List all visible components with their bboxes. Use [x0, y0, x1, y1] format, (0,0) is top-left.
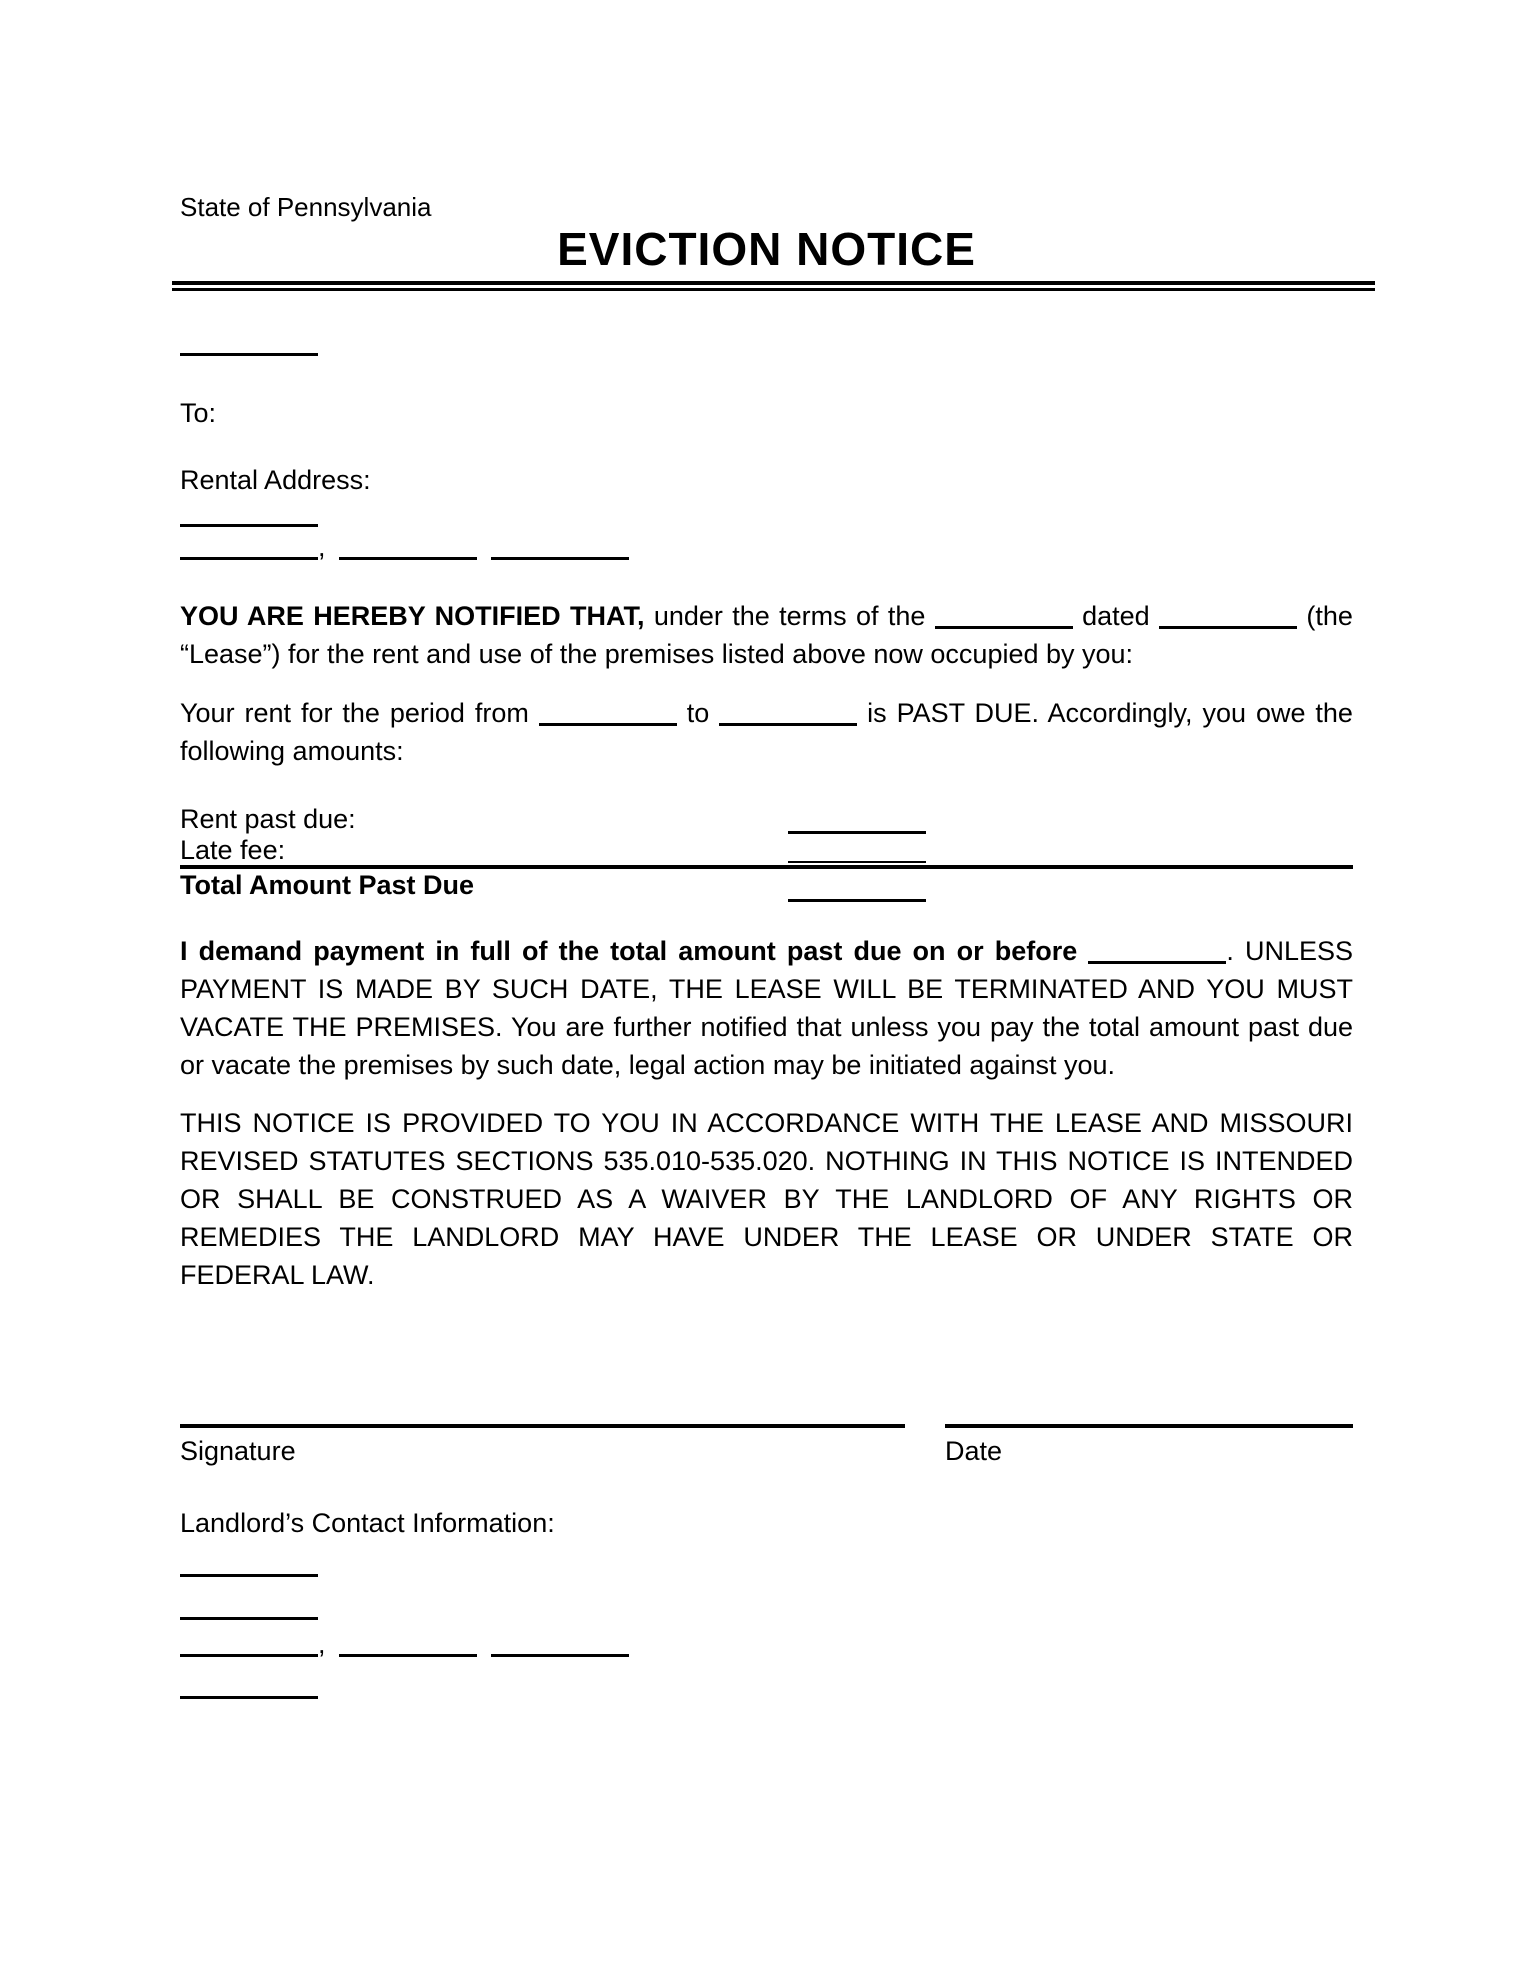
- lease-date-blank[interactable]: [1159, 604, 1297, 629]
- lease-clause-text-2: (the “Lease”) for the rent and use of the premises listed above now occupied by you:: [180, 601, 1353, 669]
- date-line-blank[interactable]: [945, 1424, 1353, 1428]
- rent-past-due-label: Rent past due:: [180, 804, 356, 834]
- landlord-city-blank[interactable]: [180, 1632, 318, 1657]
- signature-column: [180, 1424, 905, 1466]
- landlord-csz-comma: ,: [318, 1629, 326, 1659]
- landlord-city-state-zip-row: [180, 1630, 1353, 1658]
- period-from-blank[interactable]: [539, 701, 677, 726]
- demand-clause-tail: . UNLESS PAYMENT IS MADE BY SUCH DATE, THE LEASE WILL BE TERMINATED AND YOU MUST VACATE THE PREMISES. You are further notified that unless you pay the total amount past due or vacate the premises by such date, legal action may be initiated against you.: [180, 936, 1353, 1080]
- city-blank[interactable]: [180, 535, 318, 560]
- landlord-contact-label: Landlord’s Contact Information:: [180, 1508, 555, 1538]
- title-divider-rule: [172, 281, 1375, 291]
- lease-notification-paragraph: [180, 597, 1353, 673]
- state-label: State of Pennsylvania: [180, 192, 432, 222]
- rent-past-due-row: [180, 804, 1353, 837]
- street-address-blank[interactable]: [180, 498, 318, 527]
- late-fee-amount-blank[interactable]: [788, 861, 926, 863]
- state-blank[interactable]: [339, 535, 477, 560]
- signature-label: Signature: [180, 1436, 296, 1466]
- notified-bold-text: YOU ARE HEREBY NOTIFIED THAT,: [180, 601, 645, 631]
- landlord-zip-blank[interactable]: [491, 1632, 629, 1657]
- notice-date-blank[interactable]: [180, 327, 318, 356]
- page-title: EVICTION NOTICE: [557, 223, 976, 275]
- signature-line-blank[interactable]: [180, 1424, 905, 1428]
- rent-clause-lead: Your rent for the period from: [180, 698, 529, 728]
- date-column: [945, 1424, 1353, 1466]
- late-fee-label: Late fee:: [180, 835, 286, 865]
- to-label: To:: [180, 398, 217, 428]
- payment-deadline-blank[interactable]: [1088, 939, 1226, 964]
- demand-bold-text: I demand payment in full of the total amount past due on or before: [180, 936, 1078, 966]
- city-state-zip-row: [180, 533, 1353, 561]
- total-amount-row: [180, 869, 1353, 905]
- zip-blank[interactable]: [491, 535, 629, 560]
- rent-clause-to: to: [686, 698, 710, 728]
- amounts-table: [180, 804, 1353, 905]
- landlord-name-blank[interactable]: [180, 1548, 318, 1577]
- lease-document-blank[interactable]: [935, 604, 1073, 629]
- landlord-street-blank[interactable]: [180, 1591, 318, 1620]
- landlord-state-blank[interactable]: [339, 1632, 477, 1657]
- csz-comma: ,: [318, 532, 326, 562]
- total-amount-blank[interactable]: [788, 899, 926, 902]
- lease-clause-text-1: under the terms of the: [653, 601, 926, 631]
- landlord-phone-blank[interactable]: [180, 1670, 318, 1699]
- statute-paragraph: THIS NOTICE IS PROVIDED TO YOU IN ACCORDANCE WITH THE LEASE AND MISSOURI REVISED STATUTES SECTIONS 535.010-535.020. NOTHING IN THIS NOTICE IS INTENDED OR SHALL BE CONSTRUED AS A WAIVER BY THE LANDLORD OF ANY RIGHTS OR REMEDIES THE LANDLORD MAY HAVE UNDER THE LEASE OR UNDER STATE OR FEDERAL LAW.: [180, 1108, 1353, 1290]
- page-content: [180, 0, 1353, 1699]
- rent-period-paragraph: [180, 694, 1353, 770]
- rental-address-label: Rental Address:: [180, 465, 371, 495]
- dated-label: dated: [1082, 601, 1150, 631]
- late-fee-row: [180, 837, 1353, 865]
- payment-demand-paragraph: [180, 932, 1353, 1084]
- total-amount-label: Total Amount Past Due: [180, 870, 475, 900]
- signature-row: [180, 1424, 1353, 1466]
- period-to-blank[interactable]: [719, 701, 857, 726]
- date-label: Date: [945, 1436, 1003, 1466]
- rent-clause-tail: is PAST DUE. Accordingly, you owe the following amounts:: [180, 698, 1353, 766]
- rent-past-due-amount-blank[interactable]: [788, 831, 926, 834]
